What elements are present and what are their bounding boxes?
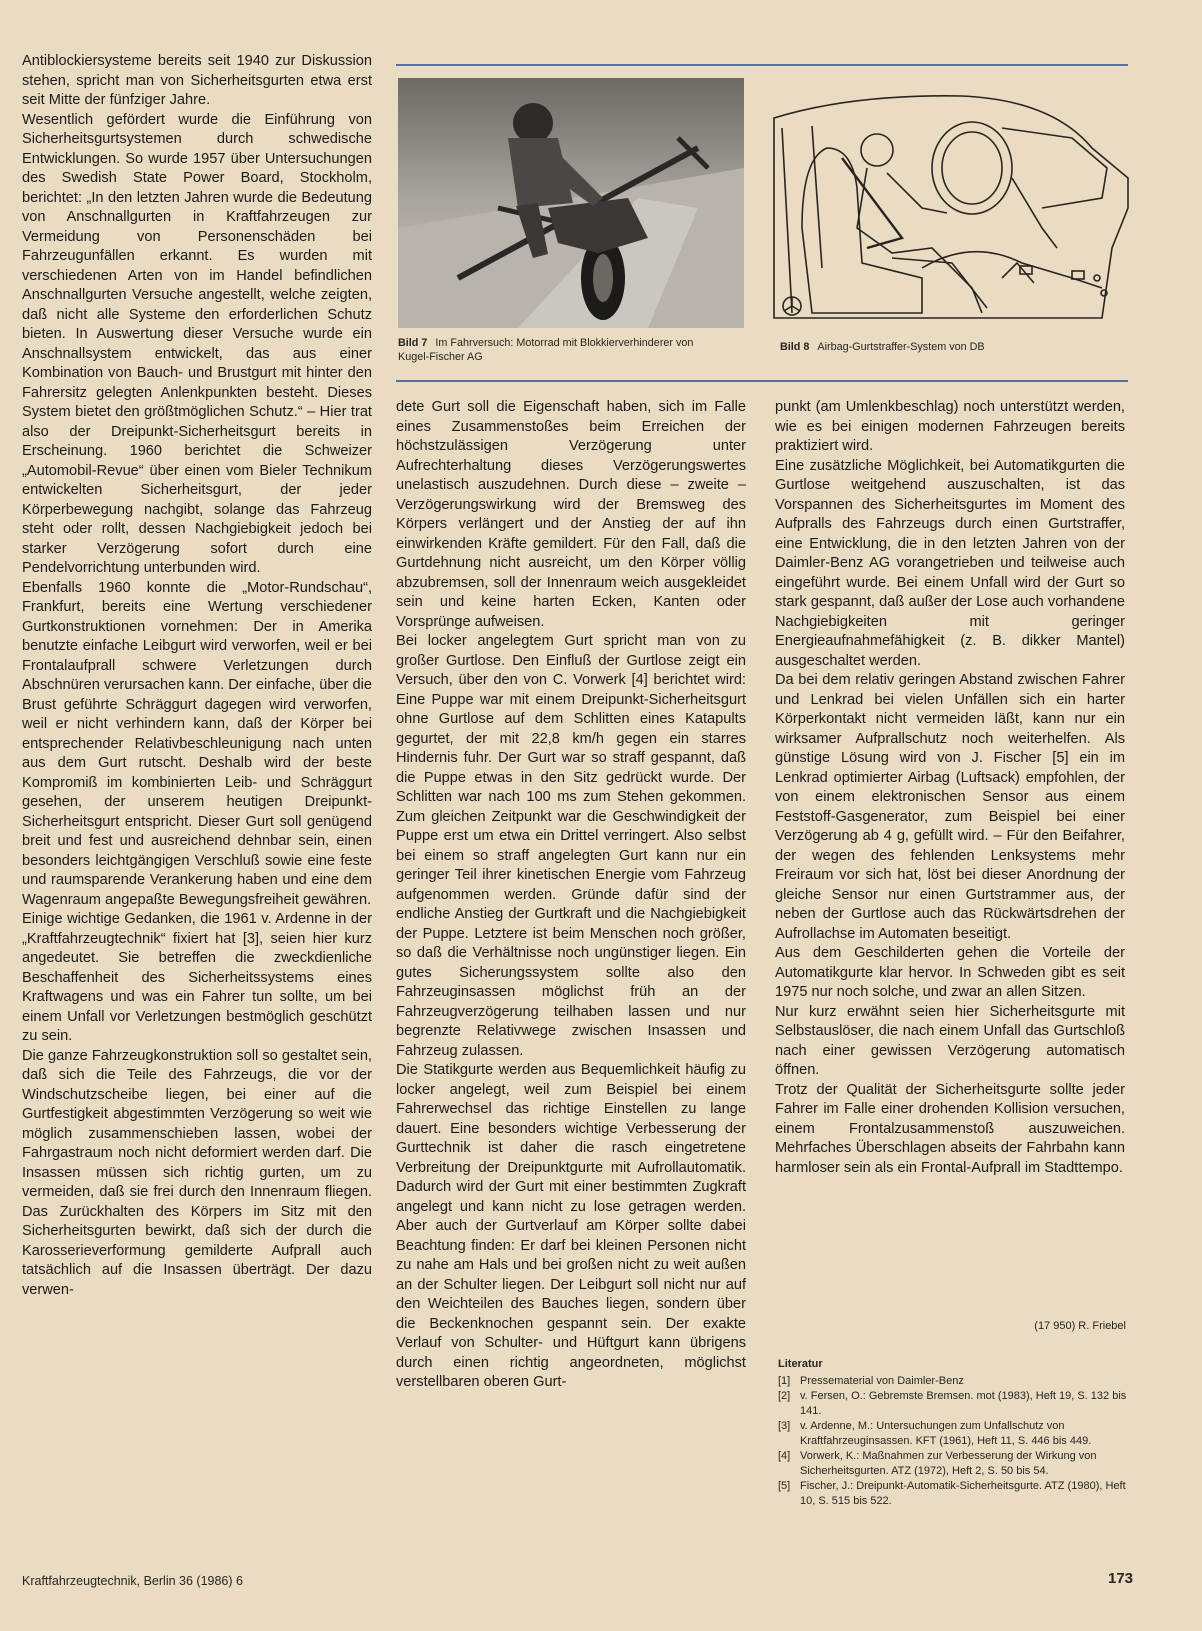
text-column-2 [396,398,746,1393]
literature-item [778,1389,1128,1419]
paragraph: Wesentlich gefördert wurde die Einführung von Sicherheitsgurtsystemen durch schwedische Entwicklungen. So wurde 1957 über Untersuchungen des Swedish State Power Board, Stockholm, berichtet: „In den letzten Jahren wurde die Bedeutung von Anschnallgurten in Kraftfahrzeugen zur Vermeidung von Personenschäden bei Fahrzeugunfällen erkannt. Es wurden mit verschiedenen Arten von im Handel befindlichen Anschnallgurten Versuche angestellt, welche zeigten, daß nicht alle Systeme den erforderlichen Schutz bieten. In Auswertung dieser Versuche wurde ein Anschnallsystem entwickelt, das aus einer Kombination von Bauch- und Brustgurt mit hinter den Fahrersitz gelegten Anlenkpunkten besteht. Dieses System bietet den größtmöglichen Schutz.“ – Hier trat also der Dreipunkt-Sicherheitsgurt bereits in Erscheinung. 1960 berichtet die Schweizer „Automobil-Revue“ über einen vom Bieler Technikum entwickelten Sicherheitsgurt, der jeder Körperbewegung nachgibt, solange das Fahrzeug steht oder rollt, dessen Nachgiebigkeit jedoch bei starker Verzögerung sofort durch eine Pendelvorrichtung unterbunden wird. [22,111,372,576]
figure-7-label: Bild 7 [398,337,428,349]
motorcycle-photo-illustration [398,78,744,328]
literature-item [778,1449,1128,1479]
literature-list [778,1357,1128,1509]
reference-text: Pressematerial von Daimler-Benz [800,1375,964,1387]
reference-number: [2] [778,1390,791,1402]
figure-8-caption-text: Airbag-Gurtstraffer-System von DB [817,341,985,353]
paragraph: Nur kurz erwähnt seien hier Sicherheitsgurte mit Selbstauslöser, die nach einem Unfall das Gurtschloß nach einer gewissen Verzögerung automatisch öffnen. [775,1003,1125,1078]
literature-item [778,1374,1128,1389]
page-number: 173 [1108,1570,1134,1587]
reference-text: Fischer, J.: Dreipunkt-Automatik-Sicherheitsgurte. ATZ (1980), Heft 10, S. 515 bis 522. [800,1480,1126,1507]
paragraph: Einige wichtige Gedanken, die 1961 v. Ardenne in der „Kraftfahrzeugtechnik“ fixiert hat [3], seien hier kurz angedeutet. Sie betreffen die zweckdienliche Beschaffenheit des Sicherheitssystems eines Kraftwagens und was ein Fahrer tun sollte, um bei einem Unfall vor Verletzungen bestmöglich geschützt zu sein. [22,911,372,1044]
figure-7-caption [398,336,698,364]
literature-item [778,1419,1128,1449]
paragraph: Eine zusätzliche Möglichkeit, bei Automatikgurten die Gurtlose weitgehend auszuschalten, ist das Vorspannen des Sicherheitsgurtes im Moment des Aufpralls des Fahrzeugs durch einen Gurtstraffer, eine Entwicklung, die in den letzten Jahren von der Daimler-Benz AG vorangetrieben und teilweise auch eingeführt wurde. Bei einem Unfall wird der Gurt so stark gespannt, daß außer der Lose auch vorhandene Nachgiebigkeiten mit geringer Energieaufnahmefähigkeit (z. B. dikker Mantel) ausgeschaltet werden. [775,457,1125,669]
paragraph: Bei locker angelegtem Gurt spricht man von zu großer Gurtlose. Den Einfluß der Gurtlose zeigt ein Versuch, über den von C. Vorwerk [4] berichtet wird: Eine Puppe war mit einem Dreipunkt-Sicherheitsgurt ohne Gurtlose auf dem Schlitten eines Katapults gegurtet, der mit 22,8 km/h gegen ein starres Hindernis fuhr. Der Gurt war so straff gespannt, daß die Puppe etwas in den Sitz gedrückt wurde. Der Schlitten war nach 100 ms zum Stehen gekommen. Zum gleichen Zeitpunkt war die Geschwindigkeit der Puppe erst um etwa ein Drittel verringert. Also selbst bei einem so straff angelegten Gurt kann nur ein geringer Teil ihrer kinetischen Energie vom Fahrzeug aufgenommen werden. Gründe dafür sind der endliche Anstieg der Gurtkraft und die Nachgiebigkeit der Puppe. Letztere ist beim Menschen noch größer, so daß die Verhältnisse noch ungünstiger liegen. Ein gutes Sicherungssystem sollte also den Fahrzeuginsassen möglichst früh an der Fahrzeugverzögerung teilhaben lassen und nur begrenzte Relativwege zwischen Insassen und Fahrzeug zulassen. [396,633,746,1059]
figure-7-caption-text: Im Fahrversuch: Motorrad mit Blokkierverhinderer von Kugel-Fischer AG [398,337,694,363]
reference-number: [3] [778,1420,791,1432]
paragraph: Trotz der Qualität der Sicherheitsgurte sollte jeder Fahrer im Falle einer drohenden Kollision versuchen, einem Frontalzusammenstoß auszuweichen. Mehrfaches Überschlagen abseits der Fahrbahn kann harmloser sein als ein Frontal-Aufprall im Stadttempo. [775,1081,1125,1176]
paragraph: dete Gurt soll die Eigenschaft haben, sich im Falle eines Zusammenstoßes beim Erreichen der höchstzulässigen Verzögerung unter Aufrechterhaltung dieses Verzögerungswertes unelastisch auszudehnen. Durch diese – zweite – Verzögerungswirkung wird der Bremsweg des Körpers verlängert und der Anstieg der auf ihn einwirkenden Kräfte gemildert. Für den Fall, daß die Gurtdehnung nicht ausreicht, um den Körper völlig abzubremsen, soll der Innenraum weich ausgekleidet sein und keine harten Ecken, Kanten oder Vorsprünge aufweisen. [396,399,746,630]
literature-item [778,1479,1128,1509]
reference-text: v. Ardenne, M.: Untersuchungen zum Unfallschutz von Kraftfahrzeuginsassen. KFT (1961), Heft 11, S. 446 bis 449. [800,1420,1092,1447]
top-rule [396,64,1128,66]
airbag-system-drawing [772,88,1130,328]
paragraph: Antiblockiersysteme bereits seit 1940 zur Diskussion stehen, spricht man von Sicherheitsgurten etwa erst seit Mitte der fünfziger Jahre. [22,53,372,108]
figure-8-label: Bild 8 [780,341,810,353]
paragraph: Aus dem Geschilderten gehen die Vorteile der Automatikgurte klar hervor. In Schweden gibt es seit 1975 nur noch solche, und zwar an allen Sitzen. [775,945,1125,1000]
reference-number: [4] [778,1450,791,1462]
text-column-3 [775,398,1125,1178]
figure-8-diagram [772,88,1130,328]
author-signature: (17 950) R. Friebel [1034,1320,1126,1332]
reference-text: Vorwerk, K.: Maßnahmen zur Verbesserung der Wirkung von Sicherheitsgurten. ATZ (1972), Heft 2, S. 50 bis 54. [800,1450,1097,1477]
journal-footer: Kraftfahrzeugtechnik, Berlin 36 (1986) 6 [22,1574,243,1588]
text-column-1 [22,52,372,1300]
paragraph: Die Statikgurte werden aus Bequemlichkeit häufig zu locker angelegt, weil zum Beispiel bei einem Fahrerwechsel das richtige Einstellen zu lange dauert. Eine besonders wichtige Verbesserung der Gurttechnik ist daher die rasch eingetretene Verbreitung der Dreipunktgurte mit Aufrollautomatik. Dadurch wird der Gurt mit einer bestimmten Zugkraft angelegt und kann nicht zu lose getragen werden. Aber auch der Gurtverlauf am Körper sollte dabei Beachtung finden: Er darf bei kleinen Personen nicht zu nahe am Hals und bei großen nicht zu weit außen an der Schulter liegen. Der Leibgurt soll nicht nur auf den Weichteilen des Bauches liegen, sondern über die Beckenknochen gespannt sein. Der exakte Verlauf von Schulter- und Hüftgurt kann übrigens durch einen richtig angeordneten, möglichst verstellbaren oberen Gurt- [396,1062,746,1390]
figure-7-photo [398,78,744,328]
paragraph: punkt (am Umlenkbeschlag) noch unterstützt werden, wie es bei einigen modernen Fahrzeugen bereits praktiziert wird. [775,399,1125,454]
paragraph: Ebenfalls 1960 konnte die „Motor-Rundschau“, Frankfurt, bereits eine Wertung verschiedener Gurtkonstruktionen vornehmen: Der in Amerika benutzte einfache Leibgurt wird verworfen, weil er bei Frontalaufprall schwere Verletzungen durch Abschnüren verursachen kann. Der einfache, über die Brust geführte Schräggurt dagegen wird verworfen, weil er nicht verhindern kann, daß der Körper bei entsprechender Relativbeschleunigung nach unten aus dem Gurt rutscht. Deshalb wird der beste Kompromiß im kombinierten Leib- und Schräggurt gesehen, der unserem heutigen Dreipunkt-Sicherheitsgurt entspricht. Dieser Gurt soll genügend breit und fest und ausreichend dehnbar sein, einen besonders leichtgängigen Verschluß sowie eine feste und raumsparende Verankerung haben und eine dem Wagenraum angepaßte Bewegungsfreiheit gewähren. [22,579,372,908]
middle-rule [396,380,1128,382]
figure-8-caption [780,340,1100,354]
reference-number: [1] [778,1375,791,1387]
paragraph: Da bei dem relativ geringen Abstand zwischen Fahrer und Lenkrad bei vielen Unfällen sich ein harter Körperkontakt nicht vermeiden läßt, kann nur ein wirksamer Aufprallschutz noch weiterhelfen. Als günstige Lösung wird von J. Fischer [5] ein im Lenkrad optimierter Airbag (Luftsack) empfohlen, der von einem elektronischen Sensor aus einem Feststoff-Gasgenerator, zum Beispiel bei einer Verzögerung ab 4 g, gefüllt wird. – Für den Beifahrer, der wegen des fehlenden Lenksystems mehr Freiraum vor sich hat, löst bei dieser Anordnung der gleiche Sensor nur einen Gurtstrammer aus, der neben der Gurtlose auch das Rückwärtsdrehen der Aufrollachse im Automaten beseitigt. [775,672,1125,942]
paragraph: Die ganze Fahrzeugkonstruktion soll so gestaltet sein, daß sich die Teile des Fahrzeugs, die vor der Windschutzscheibe liegen, bei einer auf die Gurtfestigkeit abgestimmten Verzögerung so weit wie möglich zusammenschieben lassen, wobei der Fahrgastraum noch nicht deformiert werden darf. Die Insassen müssen sich richtig gurten, um zu vermeiden, daß sie frei durch den Innenraum fliegen. Das Zurückhalten des Körpers im Sitz mit den Sicherheitsgurten bewirkt, daß sich der durch die Karosserieverformung gemilderte Aufprall auch tatsächlich auf die Insassen überträgt. Der dazu verwen- [22,1047,372,1298]
reference-number: [5] [778,1480,791,1492]
literature-heading: Literatur [778,1358,823,1370]
reference-text: v. Fersen, O.: Gebremste Bremsen. mot (1983), Heft 19, S. 132 bis 141. [800,1390,1127,1417]
